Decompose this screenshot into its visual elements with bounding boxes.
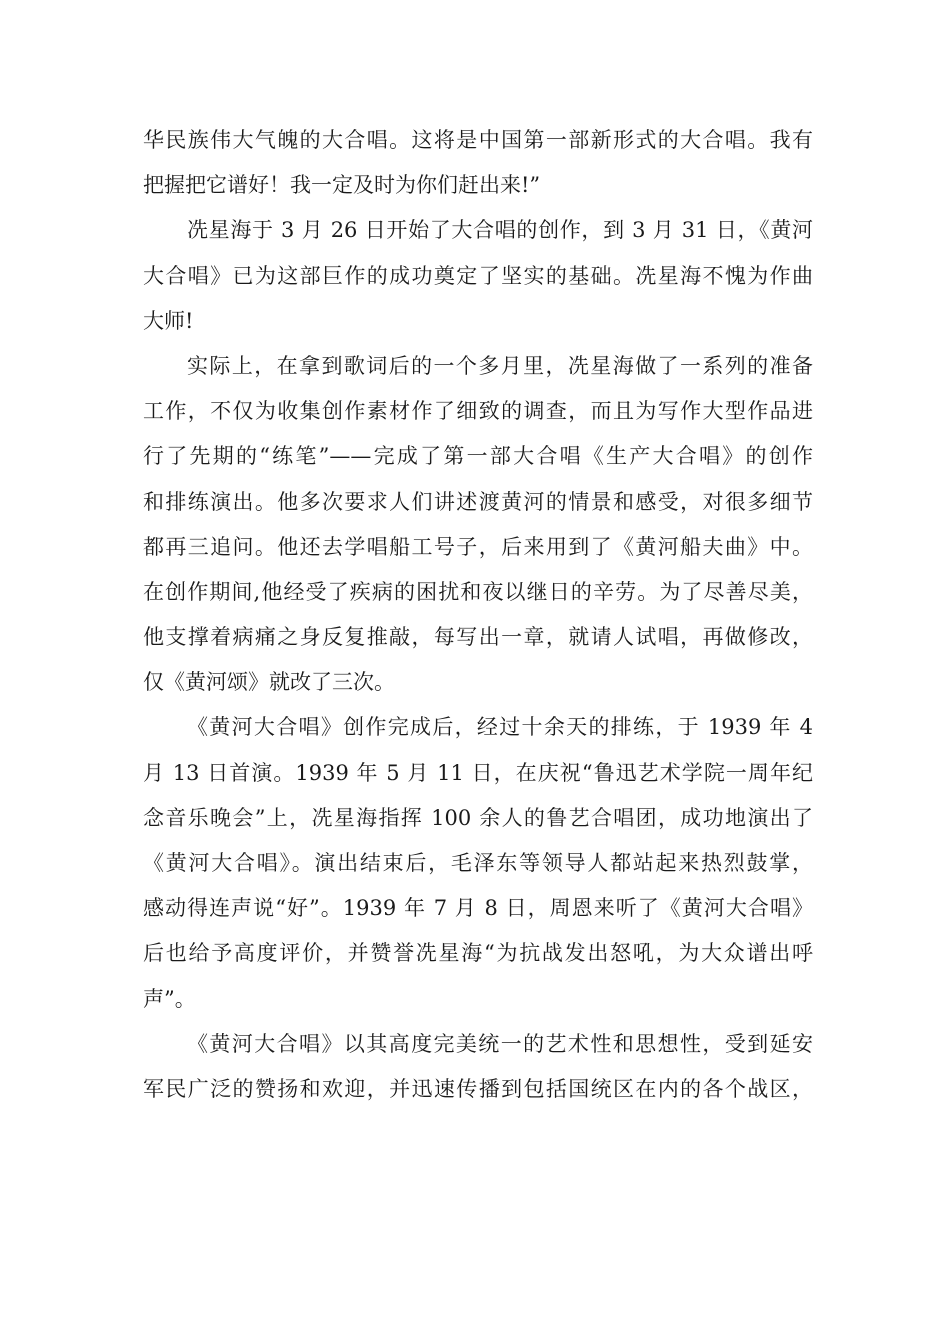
body-text	[143, 118, 813, 1112]
text-line: 工作，不仅为收集创作素材作了细致的调查，而且为写作大型作品进	[143, 399, 813, 424]
text-line: 军民广泛的赞扬和欢迎，并迅速传播到包括国统区在内的各个战区，	[143, 1076, 813, 1101]
text-line: 行了先期的“练笔”——完成了第一部大合唱《生产大合唱》的创作	[143, 444, 813, 469]
text-line: 月 13 日首演。1939 年 5 月 11 日，在庆祝“鲁迅艺术学院一周年纪	[143, 760, 813, 785]
paragraph-start-line: 冼星海于 3 月 26 日开始了大合唱的创作，到 3 月 31 日，《黄河	[187, 218, 813, 243]
text-line: 仅《黄河颂》就改了三次。	[143, 670, 395, 695]
text-line: 后也给予高度评价，并赞誉冼星海“为抗战发出怒吼，为大众谱出呼	[143, 941, 813, 966]
paragraph-start-line: 《黄河大合唱》以其高度完美统一的艺术性和思想性，受到延安	[187, 1031, 813, 1056]
text-line: 大师!	[143, 308, 194, 333]
text-line: 都再三追问。他还去学唱船工号子，后来用到了《黄河船夫曲》中。	[143, 534, 813, 559]
text-line: 华民族伟大气魄的大合唱。这将是中国第一部新形式的大合唱。我有	[143, 128, 813, 152]
text-line: 在创作期间,他经受了疾病的困扰和夜以继日的辛劳。为了尽善尽美，	[143, 579, 813, 604]
text-line: 把握把它谱好！我一定及时为你们赶出来!”	[143, 173, 541, 198]
text-line: 和排练演出。他多次要求人们讲述渡黄河的情景和感受，对很多细节	[143, 489, 813, 514]
paragraph-start-line: 实际上，在拿到歌词后的一个多月里，冼星海做了一系列的准备	[187, 353, 813, 378]
text-line: 念音乐晚会”上，冼星海指挥 100 余人的鲁艺合唱团，成功地演出了	[143, 805, 813, 830]
text-line: 声”。	[143, 986, 196, 1011]
text-line: 《黄河大合唱》。演出结束后，毛泽东等领导人都站起来热烈鼓掌，	[143, 851, 813, 875]
text-line: 他支撑着病痛之身反复推敲，每写出一章，就请人试唱，再做修改，	[143, 625, 813, 650]
text-line: 感动得连声说“好”。1939 年 7 月 8 日，周恩来听了《黄河大合唱》	[143, 896, 813, 921]
paragraph-start-line: 《黄河大合唱》创作完成后，经过十余天的排练，于 1939 年 4	[187, 715, 813, 740]
text-line: 大合唱》已为这部巨作的成功奠定了坚实的基础。冼星海不愧为作曲	[143, 263, 813, 288]
